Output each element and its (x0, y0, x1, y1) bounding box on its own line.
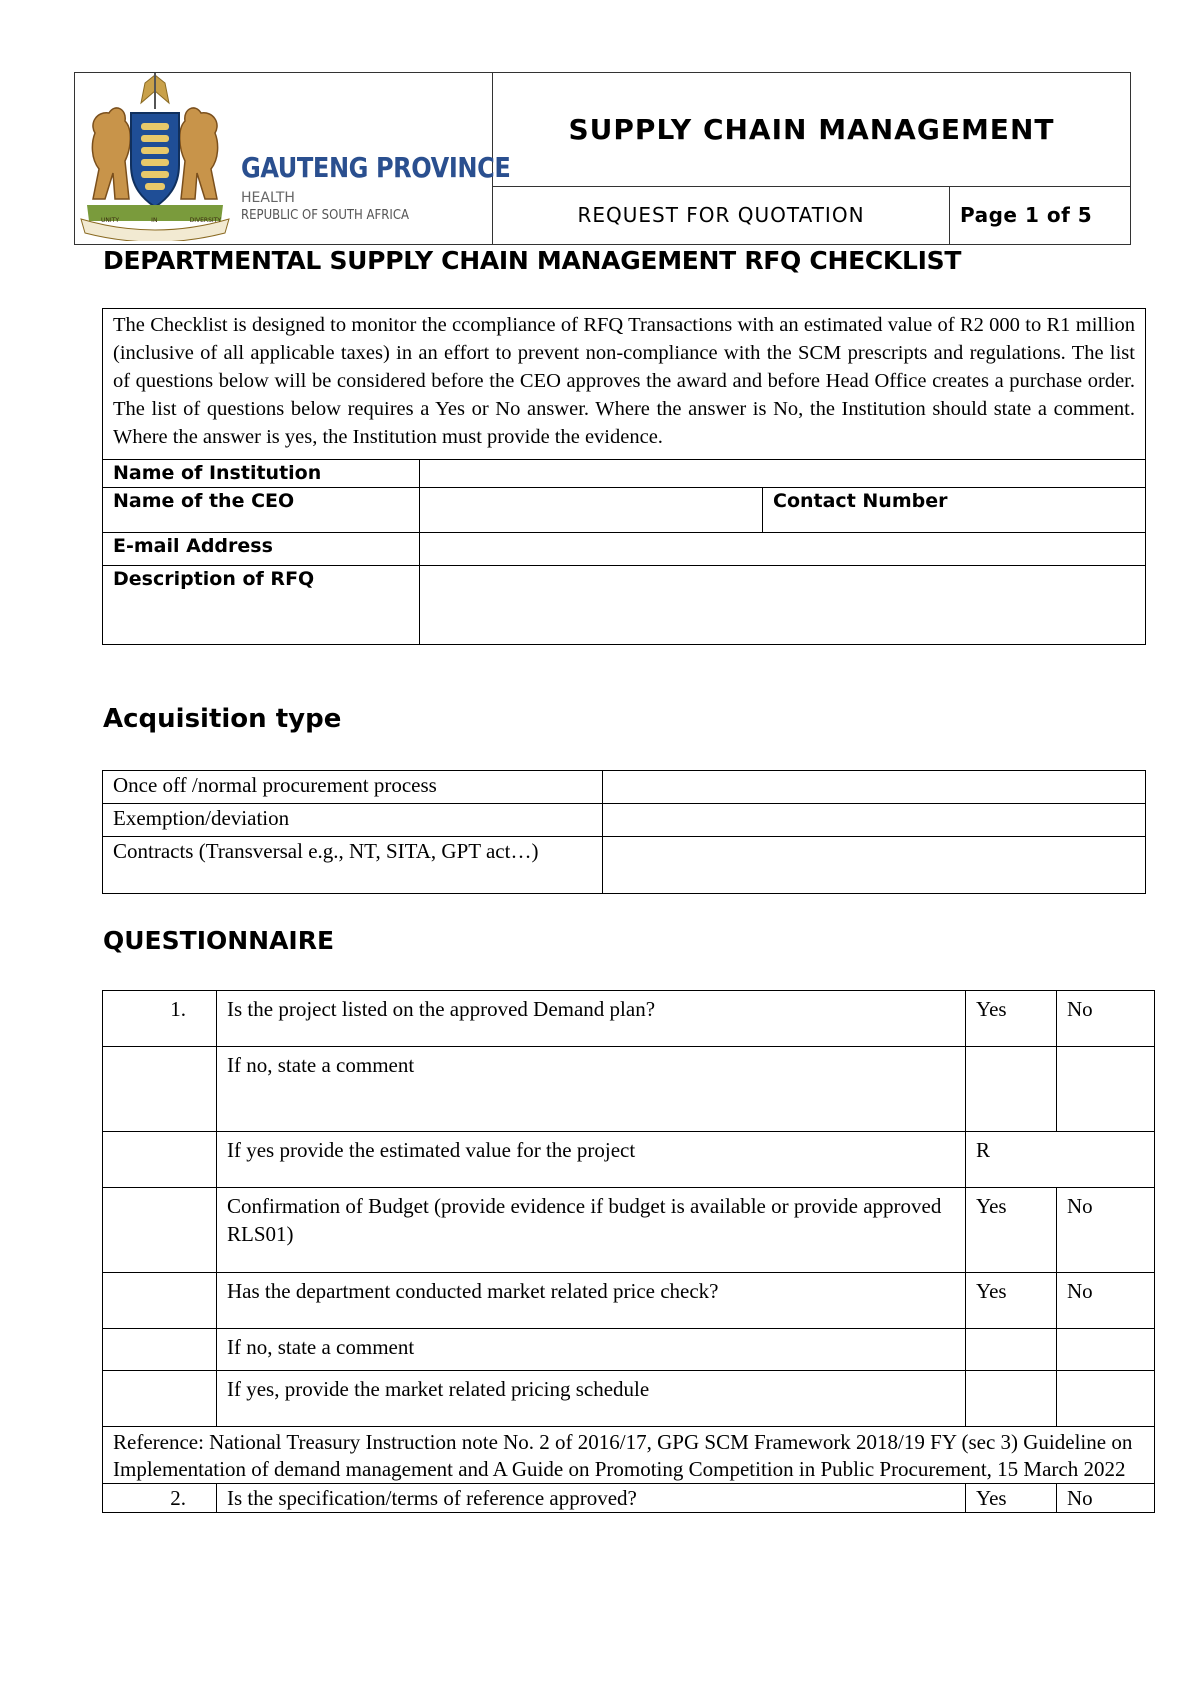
question-text: Is the project listed on the approved Demand plan? (217, 991, 966, 1047)
no-option[interactable]: No (1057, 1484, 1155, 1513)
question-number-empty (103, 1371, 217, 1427)
acquisition-value-contracts[interactable] (603, 837, 1146, 894)
email-label: E-mail Address (103, 533, 420, 566)
gauteng-health-logo (75, 73, 511, 241)
motto-left: UNITY (101, 217, 119, 224)
pricing-no-cell[interactable] (1057, 1371, 1155, 1427)
acquisition-table (102, 770, 1146, 894)
question-text: Is the specification/terms of reference approved? (217, 1484, 966, 1513)
yes-option[interactable]: Yes (966, 1188, 1057, 1273)
acquisition-option-normal: Once off /normal procurement process (103, 771, 603, 804)
yes-option[interactable]: Yes (966, 1273, 1057, 1329)
no-option[interactable]: No (1057, 1273, 1155, 1329)
question-number-empty (103, 1188, 217, 1273)
estimated-value-prompt: If yes provide the estimated value for the project (217, 1132, 966, 1188)
email-field[interactable] (420, 533, 1146, 566)
coat-of-arms-icon (75, 73, 235, 241)
comment-no-cell[interactable] (1057, 1047, 1155, 1132)
intro-text: The Checklist is designed to monitor the ccompliance of RFQ Transactions with an estimated value of R2 000 to R1 million (inclusive of all applicable taxes) in an effort to prevent non-compliance with the SCM prescripts and regulations. The list of questions below will be considered before the CEO approves the award and before Head Office creates a purchase order. The list of questions below requires a Yes or No answer. Where the answer is No, the Institution should state a comment. Where the answer is yes, the Institution must provide the evidence. (103, 309, 1146, 460)
question-number-empty (103, 1329, 217, 1371)
question-number-empty (103, 1132, 217, 1188)
contact-number-label[interactable]: Contact Number (763, 488, 1146, 533)
acquisition-heading: Acquisition type (103, 704, 342, 734)
description-field[interactable] (420, 566, 1146, 645)
acquisition-value-exemption[interactable] (603, 804, 1146, 837)
motto-right: DIVERSITY (189, 217, 221, 224)
reference-note: Reference: National Treasury Instruction note No. 2 of 2016/17, GPG SCM Framework 2018/19 FY (sec 3) Guideline on Implementation of demand management and A Guide on Promoting Competition in Public Procurement, 15 March 2022 (103, 1427, 1155, 1484)
yes-option[interactable]: Yes (966, 1484, 1057, 1513)
comment-no-cell[interactable] (1057, 1329, 1155, 1371)
document-subtitle: REQUEST FOR QUOTATION (493, 186, 950, 244)
header-table (74, 72, 1131, 245)
ceo-label: Name of the CEO (103, 488, 420, 533)
institution-info-table (102, 308, 1146, 645)
page-number: Page 1 of 5 (950, 186, 1131, 244)
estimated-value-field[interactable]: R (966, 1132, 1155, 1188)
questionnaire-heading: QUESTIONNAIRE (103, 926, 335, 955)
no-option[interactable]: No (1057, 991, 1155, 1047)
budget-confirmation-prompt: Confirmation of Budget (provide evidence if budget is available or provide approved RLS01) (217, 1188, 966, 1273)
document-title: SUPPLY CHAIN MANAGEMENT (493, 73, 1131, 187)
ceo-field[interactable] (420, 488, 763, 533)
question-number: 2. (103, 1484, 217, 1513)
question-number-empty (103, 1047, 217, 1132)
comment-prompt: If no, state a comment (217, 1047, 966, 1132)
logo-province: GAUTENG PROVINCE (241, 151, 511, 184)
pricing-schedule-prompt: If yes, provide the market related pricing schedule (217, 1371, 966, 1427)
acquisition-value-normal[interactable] (603, 771, 1146, 804)
acquisition-option-contracts: Contracts (Transversal e.g., NT, SITA, GPT act…) (103, 837, 603, 894)
price-check-prompt: Has the department conducted market related price check? (217, 1273, 966, 1329)
comment-yes-cell[interactable] (966, 1329, 1057, 1371)
question-number: 1. (103, 991, 217, 1047)
logo-country: REPUBLIC OF SOUTH AFRICA (241, 208, 410, 223)
institution-label: Name of Institution (103, 460, 420, 488)
logo-cell (75, 73, 511, 245)
checklist-title: DEPARTMENTAL SUPPLY CHAIN MANAGEMENT RFQ CHECKLIST (103, 246, 962, 275)
logo-department: HEALTH (241, 190, 295, 206)
acquisition-option-exemption: Exemption/deviation (103, 804, 603, 837)
question-number-empty (103, 1273, 217, 1329)
questionnaire-table (102, 990, 1155, 1513)
comment-prompt: If no, state a comment (217, 1329, 966, 1371)
pricing-yes-cell[interactable] (966, 1371, 1057, 1427)
comment-yes-cell[interactable] (966, 1047, 1057, 1132)
no-option[interactable]: No (1057, 1188, 1155, 1273)
institution-field[interactable] (420, 460, 1146, 488)
yes-option[interactable]: Yes (966, 991, 1057, 1047)
motto-mid: IN (151, 217, 158, 224)
description-label: Description of RFQ (103, 566, 420, 645)
logo-text (241, 151, 554, 223)
